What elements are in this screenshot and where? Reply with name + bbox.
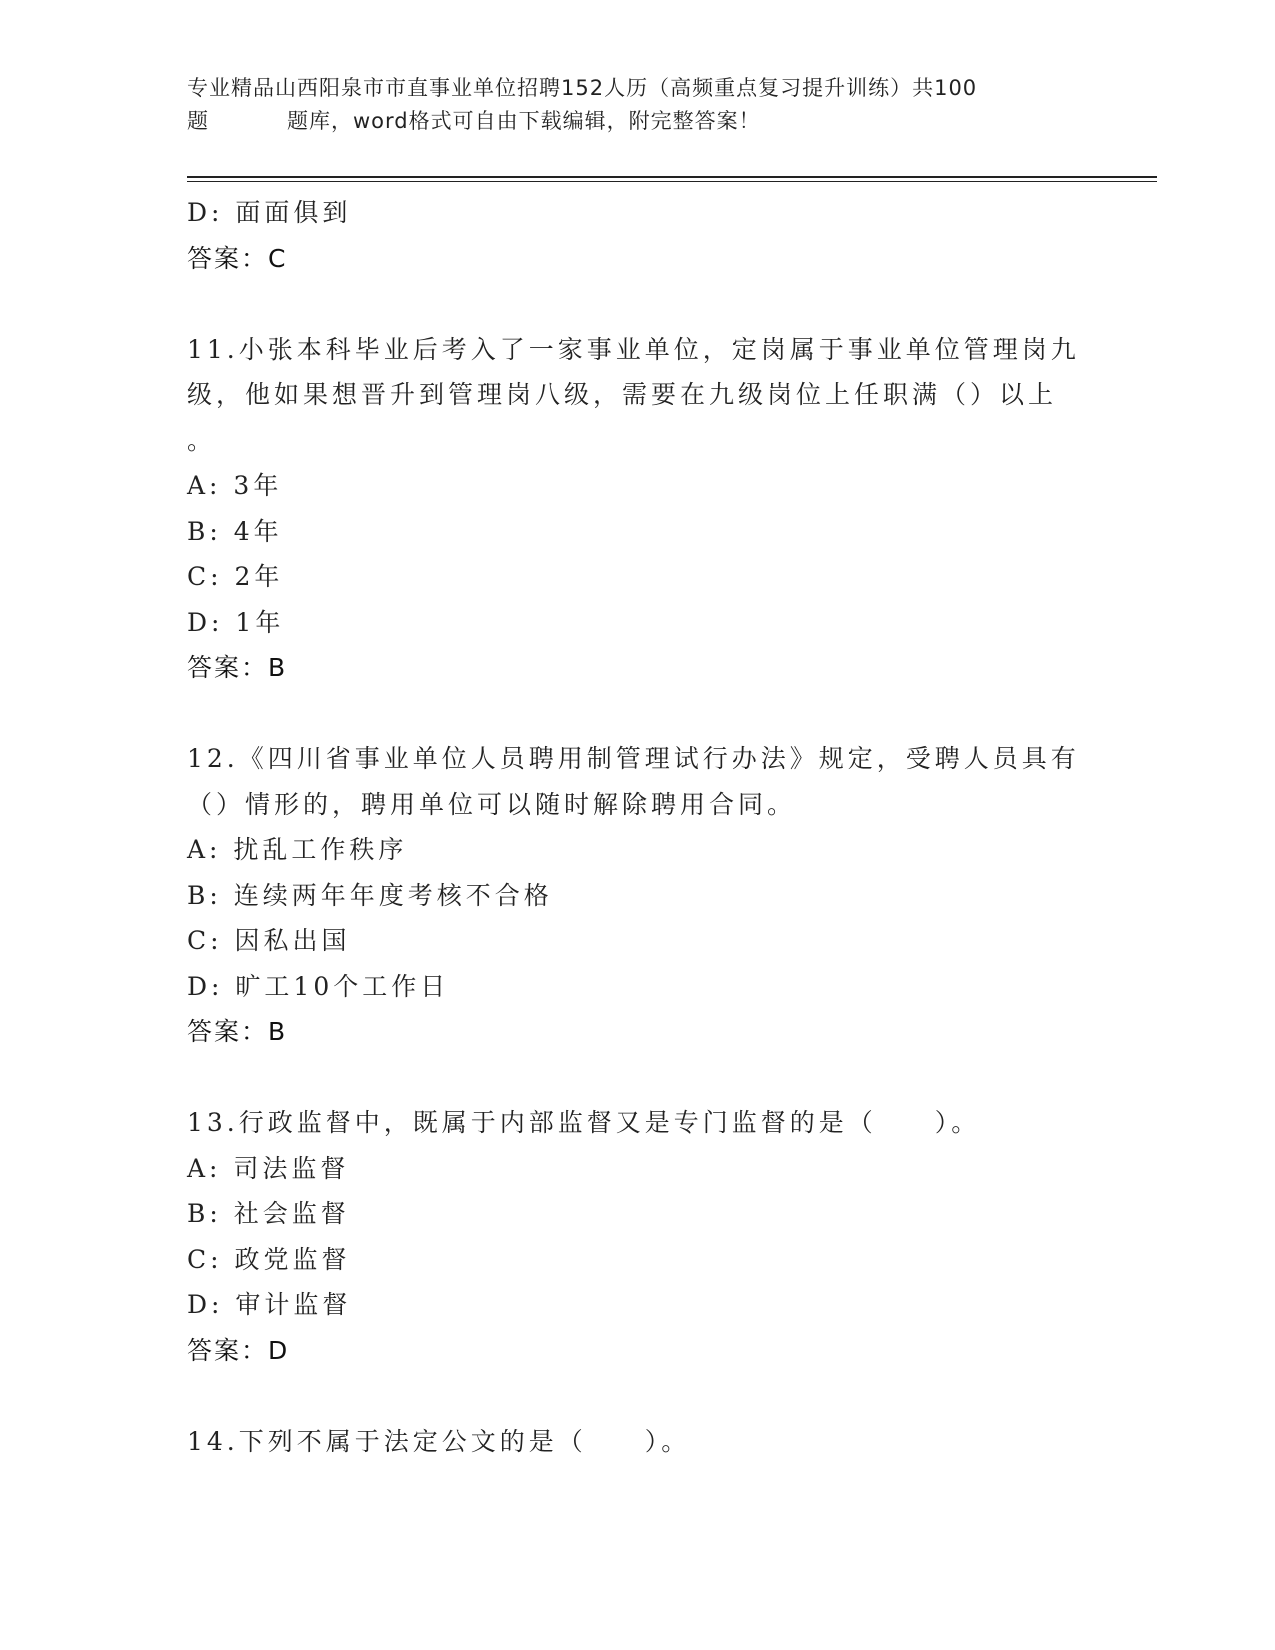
question-text-line: 级，他如果想晋升到管理岗八级，需要在九级岗位上任职满（）以上 (187, 380, 1058, 409)
option-a: A: 司法监督 (187, 1153, 350, 1183)
question-text-line: （）情形的，聘用单位可以随时解除聘用合同。 (187, 789, 797, 819)
answer-line: 答案：B (187, 653, 288, 682)
option-d: D: 1年 (187, 607, 285, 637)
option-c: C: 2年 (187, 562, 284, 591)
option-d: D: 旷工10个工作日 (187, 971, 450, 1001)
option-c: C: 因私出国 (187, 926, 351, 955)
question-text-line: 13.行政监督中，既属于内部监督又是专门监督的是（ ）。 (187, 1108, 981, 1137)
option-d: D: 面面俱到 (187, 198, 352, 227)
question-text-line: 14.下列不属于法定公文的是（ ）。 (187, 1426, 691, 1456)
option-d: D: 审计监督 (187, 1290, 352, 1319)
question-text-line: 。 (187, 425, 217, 455)
option-b: B: 4年 (187, 516, 283, 546)
answer-line: 答案：B (187, 1017, 288, 1046)
option-a: A: 3年 (187, 471, 283, 500)
document-body (187, 190, 1087, 1464)
question-14 (187, 1419, 1087, 1465)
answer-line: 答案：D (187, 1335, 290, 1365)
question-text-line: 11.小张本科毕业后考入了一家事业单位，定岗属于事业单位管理岗九 (187, 334, 1080, 364)
header-title-line-2 (187, 105, 1087, 138)
option-b: B: 社会监督 (187, 1199, 350, 1228)
option-b: B: 连续两年年度考核不合格 (187, 880, 553, 910)
header-divider-thin (187, 181, 1157, 182)
header-title-line-1: 专业精品山西阳泉市市直事业单位招聘152人历（高频重点复习提升训练）共100 (187, 76, 978, 100)
question-13 (187, 1100, 1087, 1373)
answer-line: 答案：C (187, 243, 288, 273)
option-a: A: 扰乱工作秩序 (187, 835, 408, 864)
question-text-line: 12.《四川省事业单位人员聘用制管理试行办法》规定，受聘人员具有 (187, 744, 1080, 773)
question-12 (187, 736, 1087, 1055)
document-header (187, 72, 1087, 138)
header-divider-thick (187, 176, 1157, 178)
header-line-2-right: 题库，word格式可自由下载编辑，附完整答案！ (287, 109, 761, 133)
header-line-2-left: 题 (187, 109, 209, 133)
question-11 (187, 327, 1087, 691)
option-c: C: 政党监督 (187, 1244, 351, 1274)
